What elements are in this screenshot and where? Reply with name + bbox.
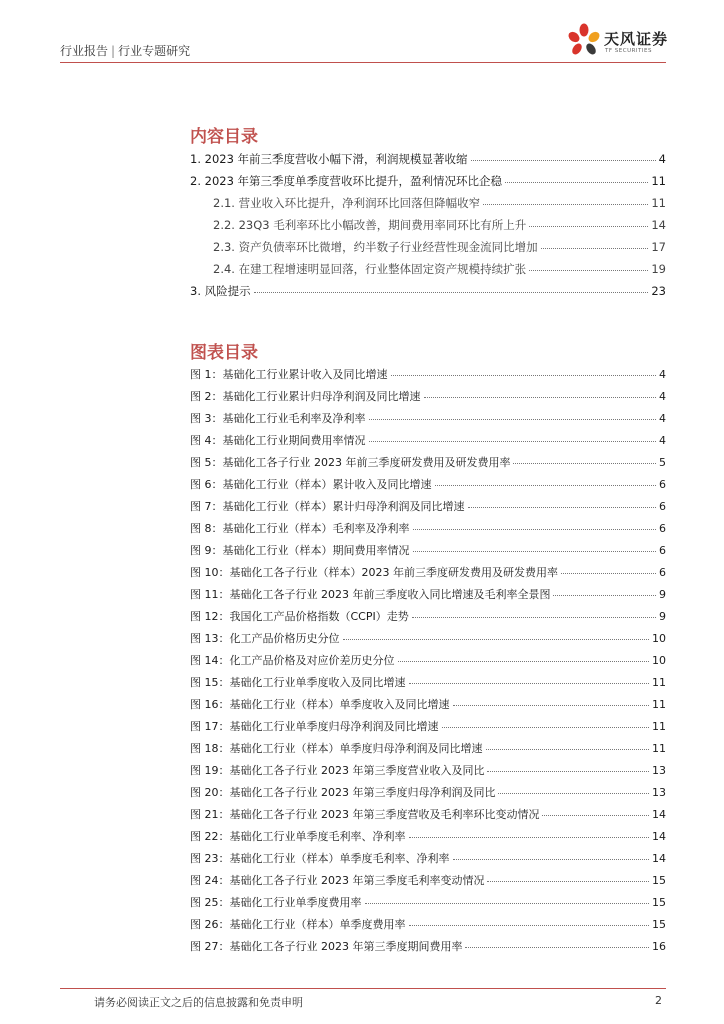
leader-dots	[435, 485, 657, 486]
toc-item-text: 2.4. 在建工程增速明显回落，行业整体固定资产规模持续扩张	[213, 262, 527, 276]
leader-dots	[487, 771, 649, 772]
figure-item-text: 图 4：基础化工行业期间费用率情况	[190, 434, 366, 447]
report-category: 行业报告	[60, 44, 109, 58]
figure-item[interactable]	[190, 410, 666, 428]
leader-dots	[553, 595, 656, 596]
leader-dots	[413, 529, 657, 530]
leader-dots	[487, 881, 649, 882]
figure-item-page: 14	[652, 808, 666, 821]
contents-title: 内容目录	[190, 127, 258, 147]
toc-item[interactable]	[190, 173, 666, 191]
figure-item-page: 4	[659, 412, 666, 425]
leader-dots	[498, 793, 649, 794]
figure-item-page: 11	[652, 742, 666, 755]
figure-item-text: 图 21：基础化工各子行业 2023 年第三季度营收及毛利率环比变动情况	[190, 808, 540, 821]
figure-item-page: 6	[659, 500, 666, 513]
figure-item-page: 6	[659, 544, 666, 557]
flower-logo-icon	[566, 22, 602, 60]
figure-item-page: 16	[652, 940, 666, 953]
figures-title: 图表目录	[190, 343, 258, 363]
figure-item-text: 图 17：基础化工行业单季度归母净利润及同比增速	[190, 720, 439, 733]
figure-item-text: 图 18：基础化工行业（样本）单季度归母净利润及同比增速	[190, 742, 483, 755]
toc-item[interactable]	[190, 151, 666, 169]
leader-dots	[369, 441, 657, 442]
figure-item-text: 图 5：基础化工各子行业 2023 年前三季度研发费用及研发费用率	[190, 456, 511, 469]
leader-dots	[561, 573, 656, 574]
figure-item[interactable]	[190, 784, 666, 802]
figure-item[interactable]	[190, 652, 666, 670]
toc-item-text: 2.3. 资产负债率环比微增，约半数子行业经营性现金流同比增加	[213, 240, 538, 254]
leader-dots	[468, 507, 657, 508]
figure-item[interactable]	[190, 850, 666, 868]
figure-item-text: 图 20：基础化工各子行业 2023 年第三季度归母净利润及同比	[190, 786, 496, 799]
figure-item-text: 图 7：基础化工行业（样本）累计归母净利润及同比增速	[190, 500, 465, 513]
figure-item[interactable]	[190, 388, 666, 406]
figure-item-page: 15	[652, 896, 666, 909]
toc-item-page: 11	[651, 196, 666, 210]
figure-item-text: 图 24：基础化工各子行业 2023 年第三季度毛利率变动情况	[190, 874, 485, 887]
figure-item-text: 图 22：基础化工行业单季度毛利率、净利率	[190, 830, 406, 843]
leader-dots	[505, 182, 648, 183]
figure-item-page: 11	[652, 676, 666, 689]
toc-item-text: 2.2. 23Q3 毛利率环比小幅改善，期间费用率同环比有所上升	[213, 218, 527, 232]
header-divider	[60, 62, 666, 63]
toc-item-page: 17	[651, 240, 666, 254]
figure-item-page: 9	[659, 588, 666, 601]
leader-dots	[413, 551, 657, 552]
toc-item-text: 3. 风险提示	[190, 284, 251, 298]
figure-item[interactable]	[190, 476, 666, 494]
toc-subitem[interactable]	[213, 261, 666, 279]
figure-item-page: 6	[659, 522, 666, 535]
leader-dots	[343, 639, 650, 640]
figure-item[interactable]	[190, 938, 666, 956]
figure-item[interactable]	[190, 696, 666, 714]
figure-item[interactable]	[190, 520, 666, 538]
figure-item-text: 图 14：化工产品价格及对应价差历史分位	[190, 654, 395, 667]
leader-dots	[486, 749, 650, 750]
figure-item-text: 图 16：基础化工行业（样本）单季度收入及同比增速	[190, 698, 450, 711]
figure-item[interactable]	[190, 894, 666, 912]
figure-item[interactable]	[190, 432, 666, 450]
toc-subitem[interactable]	[213, 217, 666, 235]
toc-item[interactable]	[190, 283, 666, 301]
figure-item-text: 图 8：基础化工行业（样本）毛利率及净利率	[190, 522, 410, 535]
figure-item-text: 图 25：基础化工行业单季度费用率	[190, 896, 362, 909]
leader-dots	[453, 859, 650, 860]
figure-item-page: 4	[659, 390, 666, 403]
figure-item-page: 5	[659, 456, 666, 469]
figure-item-page: 14	[652, 852, 666, 865]
figure-item-page: 11	[652, 720, 666, 733]
figure-item-page: 11	[652, 698, 666, 711]
footer-disclaimer: 请务必阅读正文之后的信息披露和免责申明	[94, 996, 303, 1009]
footer-divider	[60, 988, 666, 989]
figure-item-page: 4	[659, 434, 666, 447]
figure-item-page: 13	[652, 786, 666, 799]
figure-item[interactable]	[190, 828, 666, 846]
page-number: 2	[655, 994, 662, 1007]
figure-item-page: 9	[659, 610, 666, 623]
leader-dots	[483, 204, 648, 205]
figure-item[interactable]	[190, 762, 666, 780]
figure-item[interactable]	[190, 674, 666, 692]
figure-item[interactable]	[190, 608, 666, 626]
leader-dots	[409, 925, 650, 926]
leader-dots	[424, 397, 657, 398]
figure-item[interactable]	[190, 586, 666, 604]
figure-item[interactable]	[190, 564, 666, 582]
report-subcategory: 行业专题研究	[118, 44, 191, 58]
figure-item[interactable]	[190, 630, 666, 648]
leader-dots	[529, 226, 648, 227]
figure-item-text: 图 10：基础化工各子行业（样本）2023 年前三季度研发费用及研发费用率	[190, 566, 558, 579]
toc-item-text: 2. 2023 年第三季度单季度营收环比提升，盈利情况环比企稳	[190, 174, 503, 188]
toc-item-text: 1. 2023 年前三季度营收小幅下滑，利润规模显著收缩	[190, 152, 468, 166]
leader-dots	[365, 903, 650, 904]
figure-item-text: 图 1：基础化工行业累计收入及同比增速	[190, 368, 388, 381]
figure-item-page: 15	[652, 874, 666, 887]
figure-item-text: 图 15：基础化工行业单季度收入及同比增速	[190, 676, 406, 689]
leader-dots	[398, 661, 650, 662]
figure-item-text: 图 3：基础化工行业毛利率及净利率	[190, 412, 366, 425]
leader-dots	[409, 837, 650, 838]
figure-item[interactable]	[190, 740, 666, 758]
toc-subitem[interactable]	[213, 195, 666, 213]
figure-item-page: 4	[659, 368, 666, 381]
figure-item-text: 图 19：基础化工各子行业 2023 年第三季度营业收入及同比	[190, 764, 485, 777]
figure-item-page: 10	[652, 632, 666, 645]
figure-item-page: 10	[652, 654, 666, 667]
toc-subitem[interactable]	[213, 239, 666, 257]
leader-dots	[369, 419, 657, 420]
leader-dots	[513, 463, 656, 464]
figure-item[interactable]	[190, 916, 666, 934]
figure-item-page: 6	[659, 478, 666, 491]
figure-item-page: 15	[652, 918, 666, 931]
figure-item-text: 图 23：基础化工行业（样本）单季度毛利率、净利率	[190, 852, 450, 865]
figure-item-page: 13	[652, 764, 666, 777]
leader-dots	[442, 727, 650, 728]
toc-item-page: 23	[651, 284, 666, 298]
figure-item[interactable]	[190, 806, 666, 824]
figure-item-page: 6	[659, 566, 666, 579]
figure-item-text: 图 26：基础化工行业（样本）单季度费用率	[190, 918, 406, 931]
report-breadcrumb	[60, 42, 190, 59]
leader-dots	[391, 375, 657, 376]
leader-dots	[453, 705, 650, 706]
figure-item-text: 图 13：化工产品价格历史分位	[190, 632, 340, 645]
leader-dots	[465, 947, 649, 948]
toc-item-text: 2.1. 营业收入环比提升，净利润环比回落但降幅收窄	[213, 196, 481, 210]
toc-item-page: 19	[651, 262, 666, 276]
toc-item-page: 4	[658, 152, 666, 166]
figure-item-text: 图 2：基础化工行业累计归母净利润及同比增速	[190, 390, 421, 403]
leader-dots	[412, 617, 656, 618]
figure-item-text: 图 27：基础化工各子行业 2023 年第三季度期间费用率	[190, 940, 463, 953]
logo-name-en: TF SECURITIES	[605, 48, 652, 54]
figure-item[interactable]	[190, 454, 666, 472]
figure-item[interactable]	[190, 872, 666, 890]
figure-item-text: 图 11：基础化工各子行业 2023 年前三季度收入同比增速及毛利率全景图	[190, 588, 551, 601]
leader-dots	[529, 270, 648, 271]
figure-item-text: 图 9：基础化工行业（样本）期间费用率情况	[190, 544, 410, 557]
figure-item-text: 图 12：我国化工产品价格指数（CCPI）走势	[190, 610, 409, 623]
company-logo	[566, 22, 669, 60]
leader-dots	[254, 292, 649, 293]
figure-item[interactable]	[190, 542, 666, 560]
figure-item[interactable]	[190, 366, 666, 384]
leader-dots	[542, 815, 649, 816]
breadcrumb-separator: |	[111, 44, 116, 58]
figure-item[interactable]	[190, 718, 666, 736]
toc-item-page: 14	[651, 218, 666, 232]
figure-item[interactable]	[190, 498, 666, 516]
toc-item-page: 11	[651, 174, 666, 188]
leader-dots	[541, 248, 649, 249]
figure-item-text: 图 6：基础化工行业（样本）累计收入及同比增速	[190, 478, 432, 491]
figure-item-page: 14	[652, 830, 666, 843]
logo-name-cn: 天风证券	[604, 30, 669, 48]
leader-dots	[471, 160, 656, 161]
leader-dots	[409, 683, 650, 684]
